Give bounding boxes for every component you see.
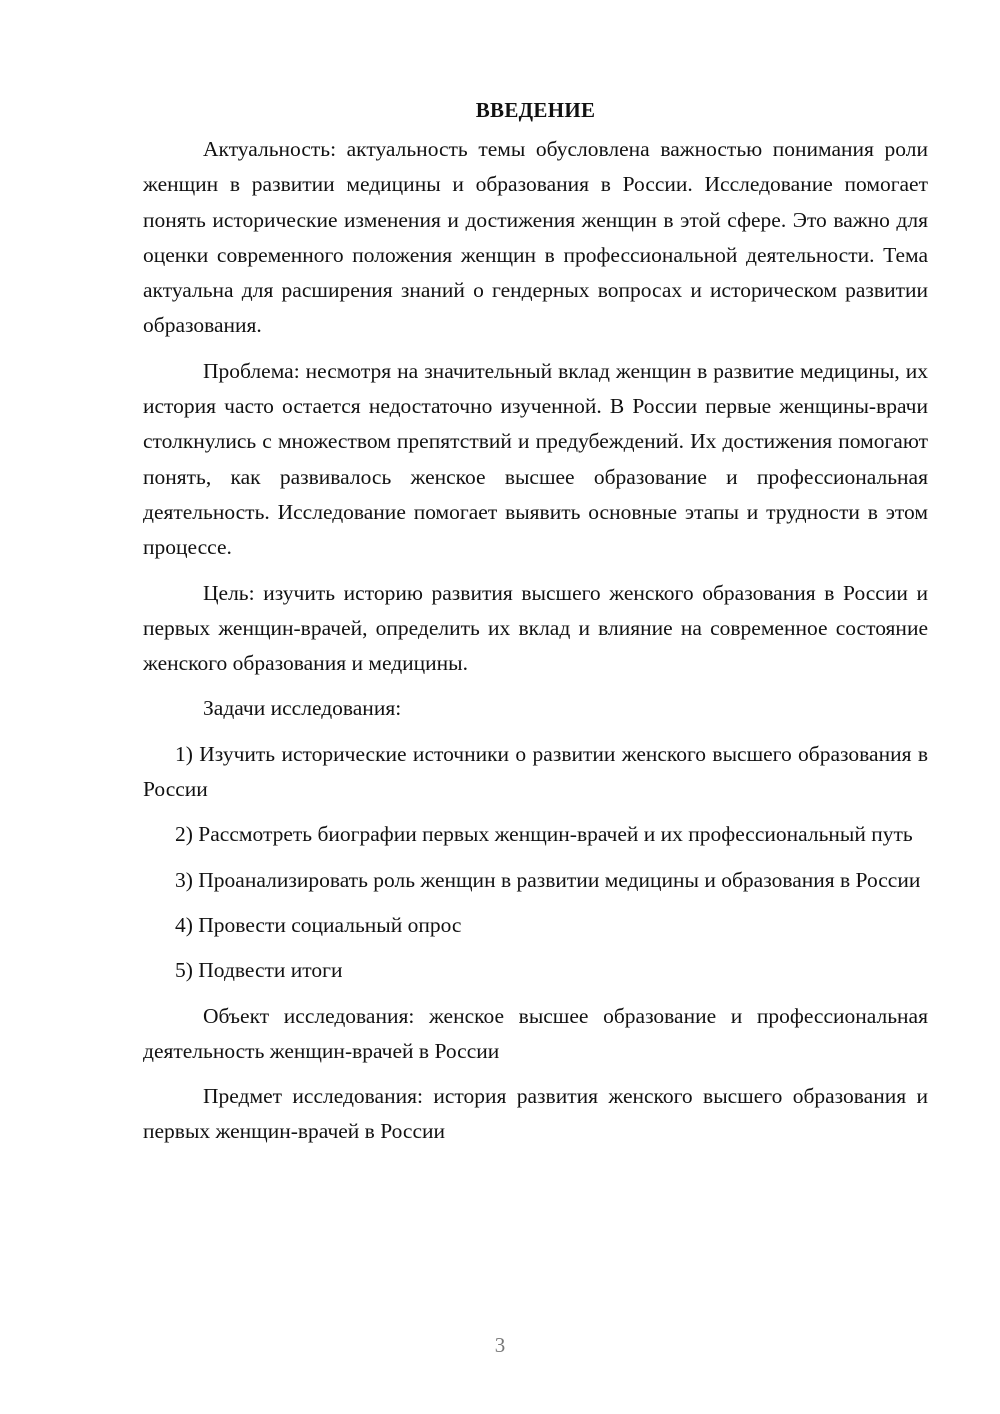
task-item-3: 3) Проанализировать роль женщин в развитии медицины и образования в России: [175, 867, 921, 892]
paragraph-relevance: Актуальность: актуальность темы обусловлена важностью понимания роли женщин в развитии медицины и образования в России. Исследование помогает понять исторические изменения и достижения женщин в этой сфере. Это важно для оценки современного положения женщин в профессиональной деятельности. Тема актуальна для расширения знаний о гендерных вопросах и историческом развитии образования.: [143, 137, 928, 338]
task-item-2: 2) Рассмотреть биографии первых женщин-врачей и их профессиональный путь: [175, 822, 913, 847]
paragraph-goal: Цель: изучить историю развития высшего женского образования в России и первых женщин-врачей, определить их вклад и влияние на современное состояние женского образования и медицины.: [143, 580, 928, 676]
page-heading: ВВЕДЕНИЕ: [475, 98, 596, 122]
document-page: [143, 92, 928, 1392]
page-number: 3: [494, 1333, 506, 1357]
paragraph-object: Объект исследования: женское высшее образование и профессиональная деятельность женщин-врачей в России: [143, 1003, 928, 1063]
task-item-1: 1) Изучить исторические источники о развитии женского высшего образования в России: [143, 741, 928, 802]
paragraph-subject: Предмет исследования: история развития женского высшего образования и первых женщин-врачей в России: [143, 1084, 928, 1144]
tasks-title: Задачи исследования:: [203, 696, 402, 721]
paragraph-problem: Проблема: несмотря на значительный вклад женщин в развитие медицины, их история часто остается недостаточно изученной. В России первые женщины-врачи столкнулись с множеством препятствий и предубеждений. Их достижения помогают понять, как развивалось женское высшее образование и профессиональная деятельность. Исследование помогает выявить основные этапы и трудности в этом процессе.: [143, 358, 928, 560]
task-item-4: 4) Провести социальный опрос: [175, 912, 462, 937]
task-item-5: 5) Подвести итоги: [175, 958, 343, 983]
